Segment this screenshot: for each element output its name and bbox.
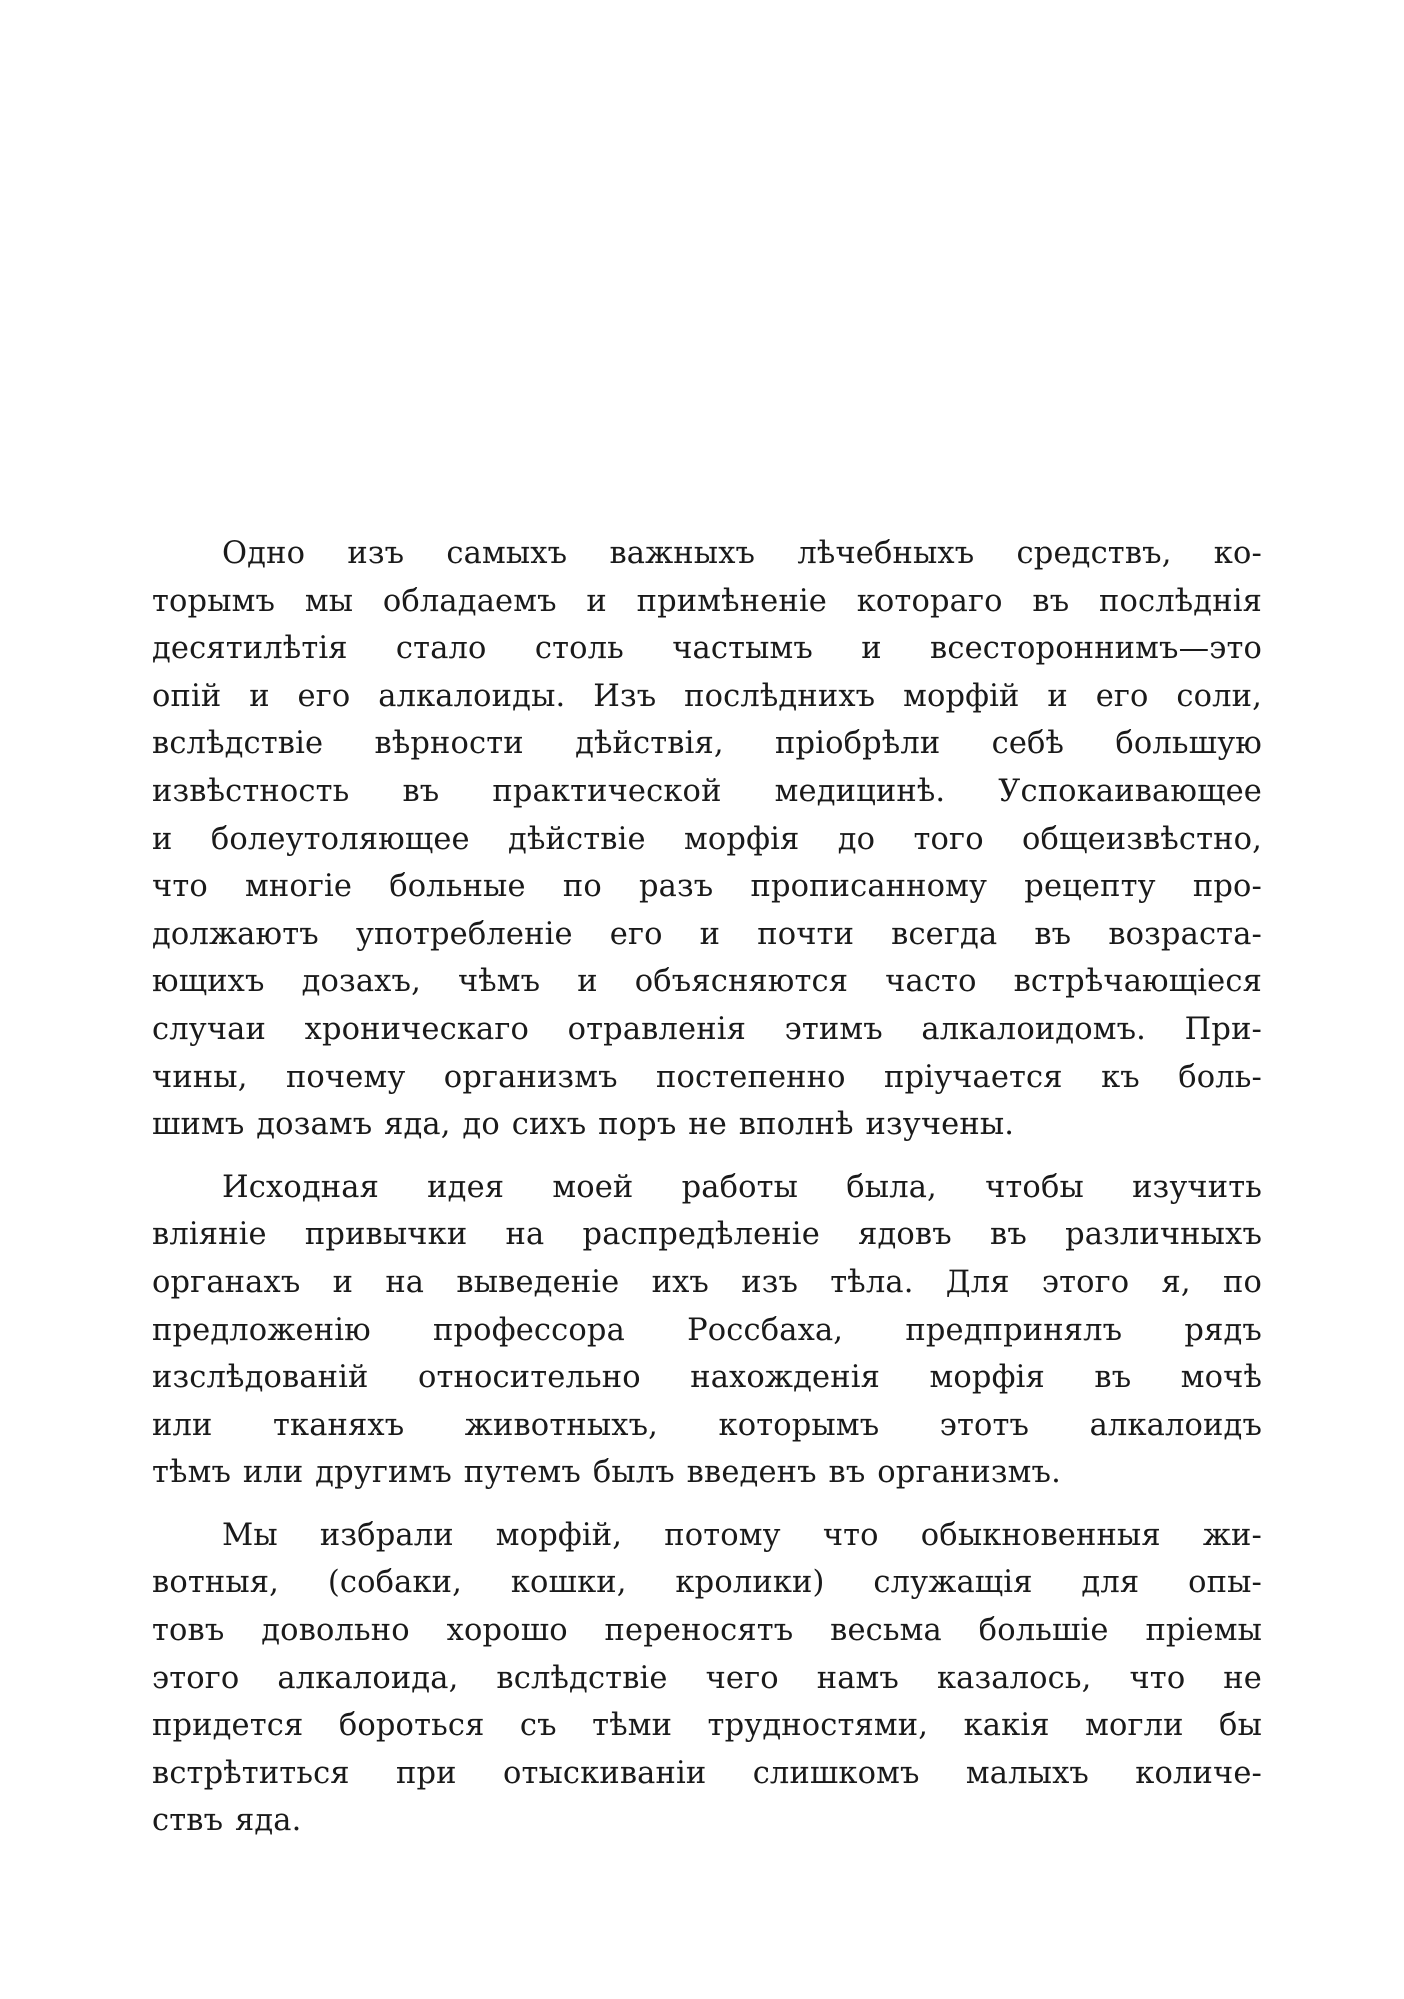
text-line: предложенію профессора Россбаха, предпринялъ рядъ	[152, 1312, 1262, 1348]
text-line: извѣстность въ практической медицинѣ. Успокаивающее	[152, 773, 1262, 809]
text-line: что многіе больные по разъ прописанному рецепту про-	[152, 869, 1262, 905]
text-line: Исходная идея моей работы была, чтобы изучить	[222, 1169, 1262, 1205]
text-line: органахъ и на выведеніе ихъ изъ тѣла. Для этого я, по	[152, 1264, 1262, 1300]
text-line: торымъ мы обладаемъ и примѣненіе котораго въ послѣднія	[152, 583, 1262, 619]
text-line: шимъ дозамъ яда, до сихъ поръ не вполнѣ изучены.	[152, 1107, 1015, 1143]
text-line: вотныя, (собаки, кошки, кролики) служащія для опы-	[152, 1565, 1262, 1601]
text-line: и болеутоляющее дѣйствіе морфія до того общеизвѣстно,	[152, 821, 1262, 857]
text-line: товъ довольно хорошо переносятъ весьма большіе пріемы	[152, 1613, 1262, 1649]
text-line: тѣмъ или другимъ путемъ былъ введенъ въ организмъ.	[152, 1455, 1061, 1491]
text-line: вслѣдствіе вѣрности дѣйствія, пріобрѣли себѣ большую	[152, 726, 1262, 762]
text-line: опій и его алкалоиды. Изъ послѣднихъ морфій и его соли,	[152, 678, 1262, 714]
text-line: десятилѣтія стало столь частымъ и всестороннимъ—это	[152, 631, 1262, 667]
text-line: случаи хроническаго отравленія этимъ алкалоидомъ. При-	[152, 1011, 1262, 1047]
text-line: вліяніе привычки на распредѣленіе ядовъ въ различныхъ	[152, 1217, 1262, 1253]
paragraph-2	[152, 1164, 1262, 1497]
text-line: Одно изъ самыхъ важныхъ лѣчебныхъ средствъ, ко-	[222, 536, 1262, 571]
text-line: должаютъ употребленіе его и почти всегда въ возраста-	[152, 916, 1262, 952]
text-line: изслѣдованій относительно нахожденія морфія въ мочѣ	[152, 1360, 1262, 1396]
body-text	[152, 530, 1262, 1860]
text-line: или тканяхъ животныхъ, которымъ этотъ алкалоидъ	[152, 1407, 1262, 1443]
text-line: чины, почему организмъ постепенно пріучается къ боль-	[152, 1059, 1262, 1095]
text-line: встрѣтиться при отыскиваніи слишкомъ малыхъ количе-	[152, 1755, 1262, 1791]
text-line: ющихъ дозахъ, чѣмъ и объясняются часто встрѣчающіеся	[152, 964, 1262, 1000]
text-line: придется бороться съ тѣми трудностями, какія могли бы	[152, 1708, 1262, 1744]
paragraph-1	[152, 530, 1262, 1149]
paragraph-3	[152, 1512, 1262, 1845]
text-line: ствъ яда.	[152, 1803, 302, 1839]
text-line: этого алкалоида, вслѣдствіе чего намъ казалось, что не	[152, 1660, 1262, 1696]
text-line: Мы избрали морфій, потому что обыкновенныя жи-	[222, 1517, 1262, 1553]
